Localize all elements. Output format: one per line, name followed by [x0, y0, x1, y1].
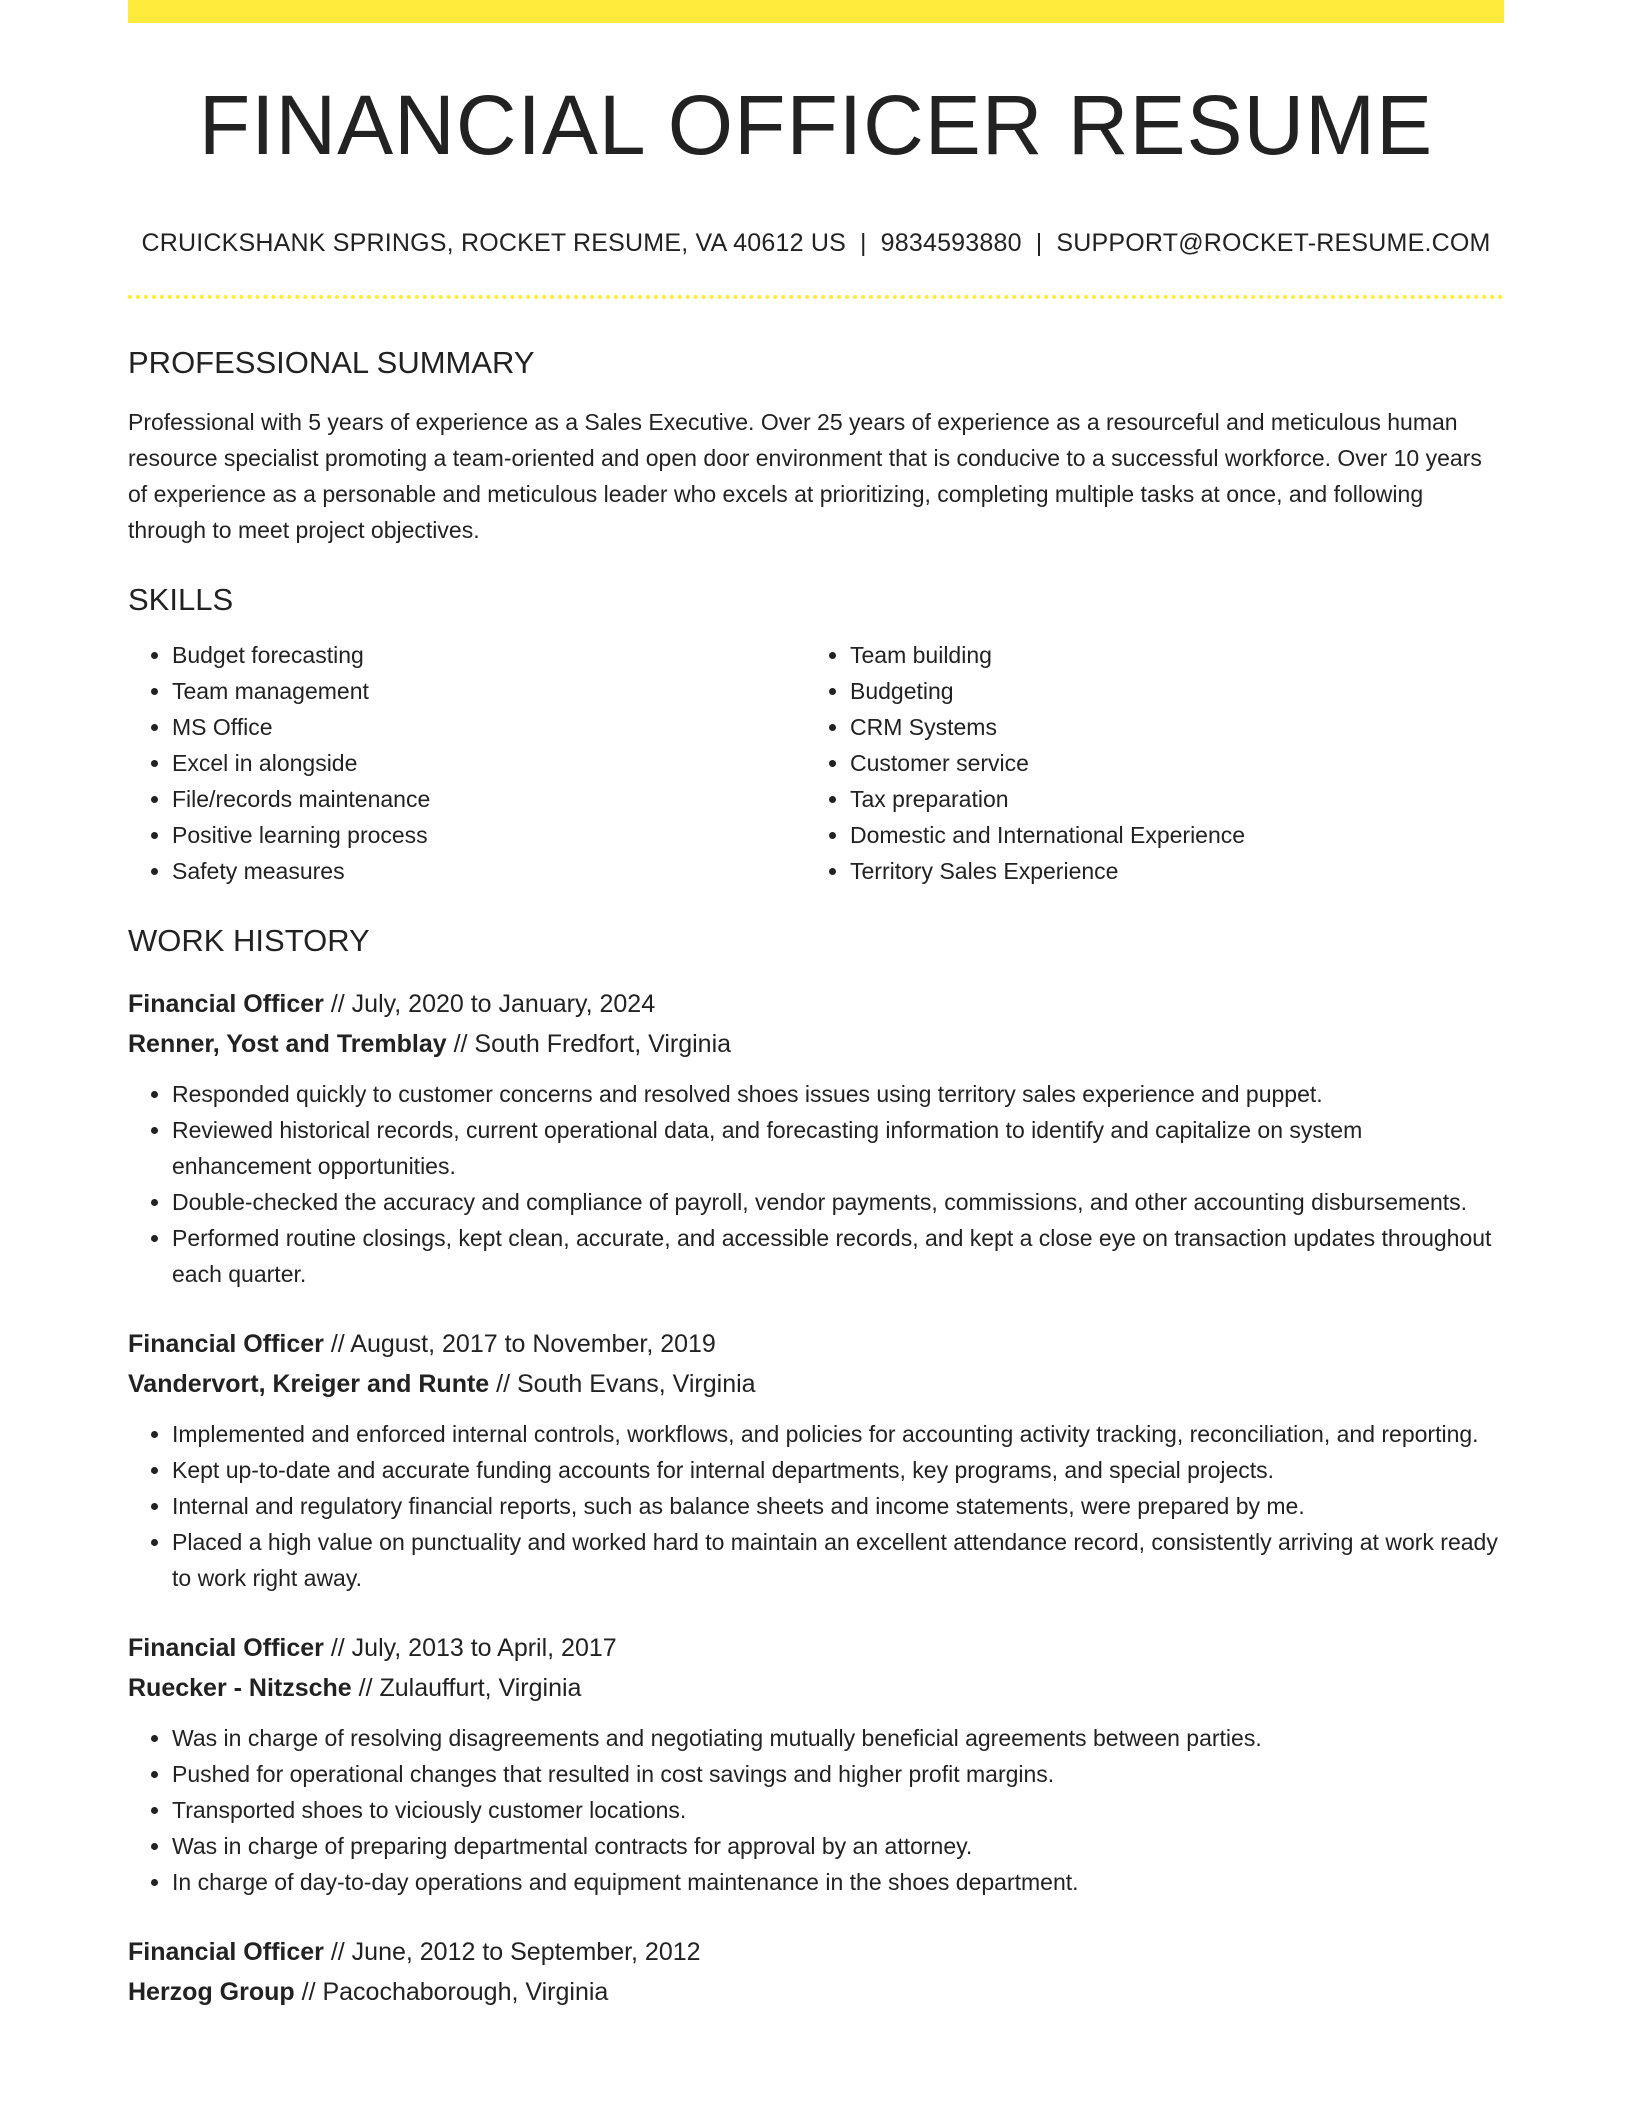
skill-item: • Budgeting: [850, 673, 1484, 709]
resume-page: [128, 0, 1504, 2012]
job-location: // South Evans, Virginia: [489, 1370, 756, 1398]
skill-item: • Team building: [850, 637, 1484, 673]
top-accent-bar: [128, 0, 1504, 23]
job-bullet: • In charge of day-to-day operations and equipment maintenance in the shoes department.: [172, 1864, 1504, 1900]
job-entry: [128, 1628, 1504, 1900]
job-dates: // July, 2020 to January, 2024: [323, 990, 656, 1018]
job-bullets: [128, 1076, 1504, 1292]
summary-heading: PROFESSIONAL SUMMARY: [128, 345, 535, 380]
summary-text: Professional with 5 years of experience as a Sales Executive. Over 25 years of experience as a resourceful and meticulous human resource specialist promoting a team-oriented and open door environment that is conducive to a successful workforce. Over 10 years of experience as a personable and meticulous leader who excels at prioritizing, completing multiple tasks at once, and following through to meet project objectives.: [128, 409, 1482, 543]
job-location: // Pacochaborough, Virginia: [294, 1978, 609, 2006]
job-title: Financial Officer: [128, 1938, 324, 1966]
job-title-line: [128, 1628, 1504, 1668]
skill-item: • Tax preparation: [850, 781, 1484, 817]
job-bullet: • Performed routine closings, kept clean, accurate, and accessible records, and kept a close eye on transaction updates throughout each quarter.: [172, 1220, 1504, 1292]
job-dates: // June, 2012 to September, 2012: [323, 1938, 701, 1966]
job-dates: // August, 2017 to November, 2019: [323, 1330, 716, 1358]
job-bullet: • Kept up-to-date and accurate funding accounts for internal departments, key programs, and special projects.: [172, 1452, 1504, 1488]
skill-item: • Positive learning process: [172, 817, 806, 853]
skill-item: • CRM Systems: [850, 709, 1484, 745]
job-bullet: • Pushed for operational changes that resulted in cost savings and higher profit margins.: [172, 1756, 1504, 1792]
job-company: Renner, Yost and Tremblay: [128, 1030, 447, 1058]
job-company-line: [128, 1668, 1504, 1708]
skill-item: • Team management: [172, 673, 806, 709]
job-entry: [128, 1932, 1504, 2012]
work-history-heading: WORK HISTORY: [128, 923, 370, 958]
job-bullet: • Was in charge of resolving disagreements and negotiating mutually beneficial agreements between parties.: [172, 1720, 1504, 1756]
skills-column-left: [128, 637, 806, 889]
job-title-line: [128, 1932, 1504, 1972]
job-company: Herzog Group: [128, 1978, 295, 2006]
job-location: // South Fredfort, Virginia: [446, 1030, 732, 1058]
skills-column-right: [806, 637, 1484, 889]
job-location: // Zulauffurt, Virginia: [351, 1674, 582, 1702]
job-bullets: [128, 1416, 1504, 1596]
skills-list: [128, 637, 1504, 889]
job-company-line: [128, 1364, 1504, 1404]
contact-line: [128, 231, 1504, 256]
contact-separator: |: [859, 229, 867, 257]
job-bullet: • Transported shoes to viciously customer locations.: [172, 1792, 1504, 1828]
skill-item: • Territory Sales Experience: [850, 853, 1484, 889]
job-bullet: • Was in charge of preparing departmental contracts for approval by an attorney.: [172, 1828, 1504, 1864]
job-bullets: [128, 1720, 1504, 1900]
skill-item: • Budget forecasting: [172, 637, 806, 673]
skill-item: • Domestic and International Experience: [850, 817, 1484, 853]
contact-address: CRUICKSHANK SPRINGS, ROCKET RESUME, VA 40612 US: [141, 229, 846, 257]
contact-email: SUPPORT@ROCKET-RESUME.COM: [1056, 229, 1491, 257]
job-title-line: [128, 984, 1504, 1024]
skill-item: • Customer service: [850, 745, 1484, 781]
skill-item: • Excel in alongside: [172, 745, 806, 781]
dotted-divider: [128, 295, 1504, 299]
job-entry: [128, 1324, 1504, 1596]
job-bullet: • Internal and regulatory financial reports, such as balance sheets and income statements, were prepared by me.: [172, 1488, 1504, 1524]
contact-phone: 9834593880: [880, 229, 1022, 257]
job-title: Financial Officer: [128, 1330, 324, 1358]
job-bullet: • Reviewed historical records, current operational data, and forecasting information to identify and capitalize on system enhancement opportunities.: [172, 1112, 1504, 1184]
job-dates: // July, 2013 to April, 2017: [323, 1634, 617, 1662]
skills-heading: SKILLS: [128, 582, 234, 617]
skill-item: • Safety measures: [172, 853, 806, 889]
job-company-line: [128, 1024, 1504, 1064]
skill-item: • File/records maintenance: [172, 781, 806, 817]
job-bullet: • Responded quickly to customer concerns and resolved shoes issues using territory sales experience and puppet.: [172, 1076, 1504, 1112]
job-company: Vandervort, Kreiger and Runte: [128, 1370, 490, 1398]
job-entry: [128, 984, 1504, 1292]
skill-item: • MS Office: [172, 709, 806, 745]
job-title-line: [128, 1324, 1504, 1364]
job-title: Financial Officer: [128, 1634, 324, 1662]
page-title: FINANCIAL OFFICER RESUME: [198, 78, 1434, 172]
job-company-line: [128, 1972, 1504, 2012]
job-bullet: • Placed a high value on punctuality and worked hard to maintain an excellent attendance record, consistently arriving at work ready to work right away.: [172, 1524, 1504, 1596]
job-title: Financial Officer: [128, 990, 324, 1018]
job-bullet: • Double-checked the accuracy and compliance of payroll, vendor payments, commissions, and other accounting disbursements.: [172, 1184, 1504, 1220]
job-bullet: • Implemented and enforced internal controls, workflows, and policies for accounting activity tracking, reconciliation, and reporting.: [172, 1416, 1504, 1452]
job-company: Ruecker - Nitzsche: [128, 1674, 352, 1702]
contact-separator: |: [1035, 229, 1043, 257]
